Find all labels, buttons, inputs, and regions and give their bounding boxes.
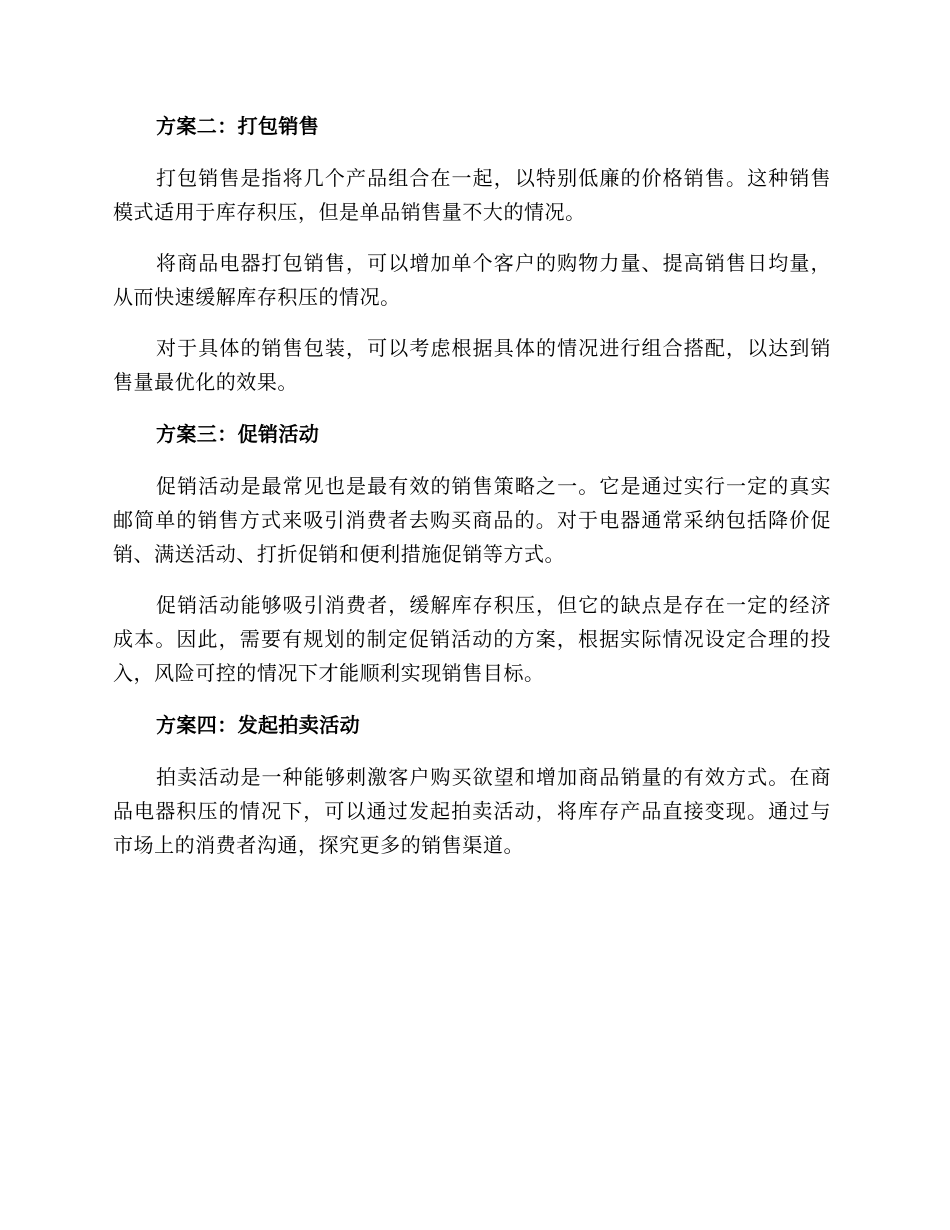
document-body [113,108,831,879]
section-plan-4 [113,707,831,862]
section-plan-2 [113,108,831,399]
section-plan-3 [113,416,831,690]
section-heading: 方案二：打包销售 [156,114,320,138]
body-paragraph: 将商品电器打包销售，可以增加单个客户的购物力量、提高销售日均量，从而快速缓解库存积压的情况。 [113,251,831,309]
section-heading: 方案四：发起拍卖活动 [156,713,360,737]
section-heading: 方案三：促销活动 [156,422,320,446]
body-paragraph: 打包销售是指将几个产品组合在一起，以特别低廉的价格销售。这种销售模式适用于库存积压，但是单品销售量不大的情况。 [113,166,831,224]
body-paragraph: 促销活动是最常见也是最有效的销售策略之一。它是通过实行一定的真实邮简单的销售方式来吸引消费者去购买商品的。对于电器通常采纳包括降价促销、满送活动、打折促销和便利措施促销等方式。 [113,474,831,566]
body-paragraph: 促销活动能够吸引消费者，缓解库存积压，但它的缺点是存在一定的经济成本。因此，需要有规划的制定促销活动的方案，根据实际情况设定合理的投入，风险可控的情况下才能顺利实现销售目标。 [113,593,831,685]
body-paragraph: 对于具体的销售包装，可以考虑根据具体的情况进行组合搭配，以达到销售量最优化的效果。 [113,336,831,394]
body-paragraph: 拍卖活动是一种能够刺激客户购买欲望和增加商品销量的有效方式。在商品电器积压的情况下，可以通过发起拍卖活动，将库存产品直接变现。通过与市场上的消费者沟通，探究更多的销售渠道。 [113,765,831,857]
